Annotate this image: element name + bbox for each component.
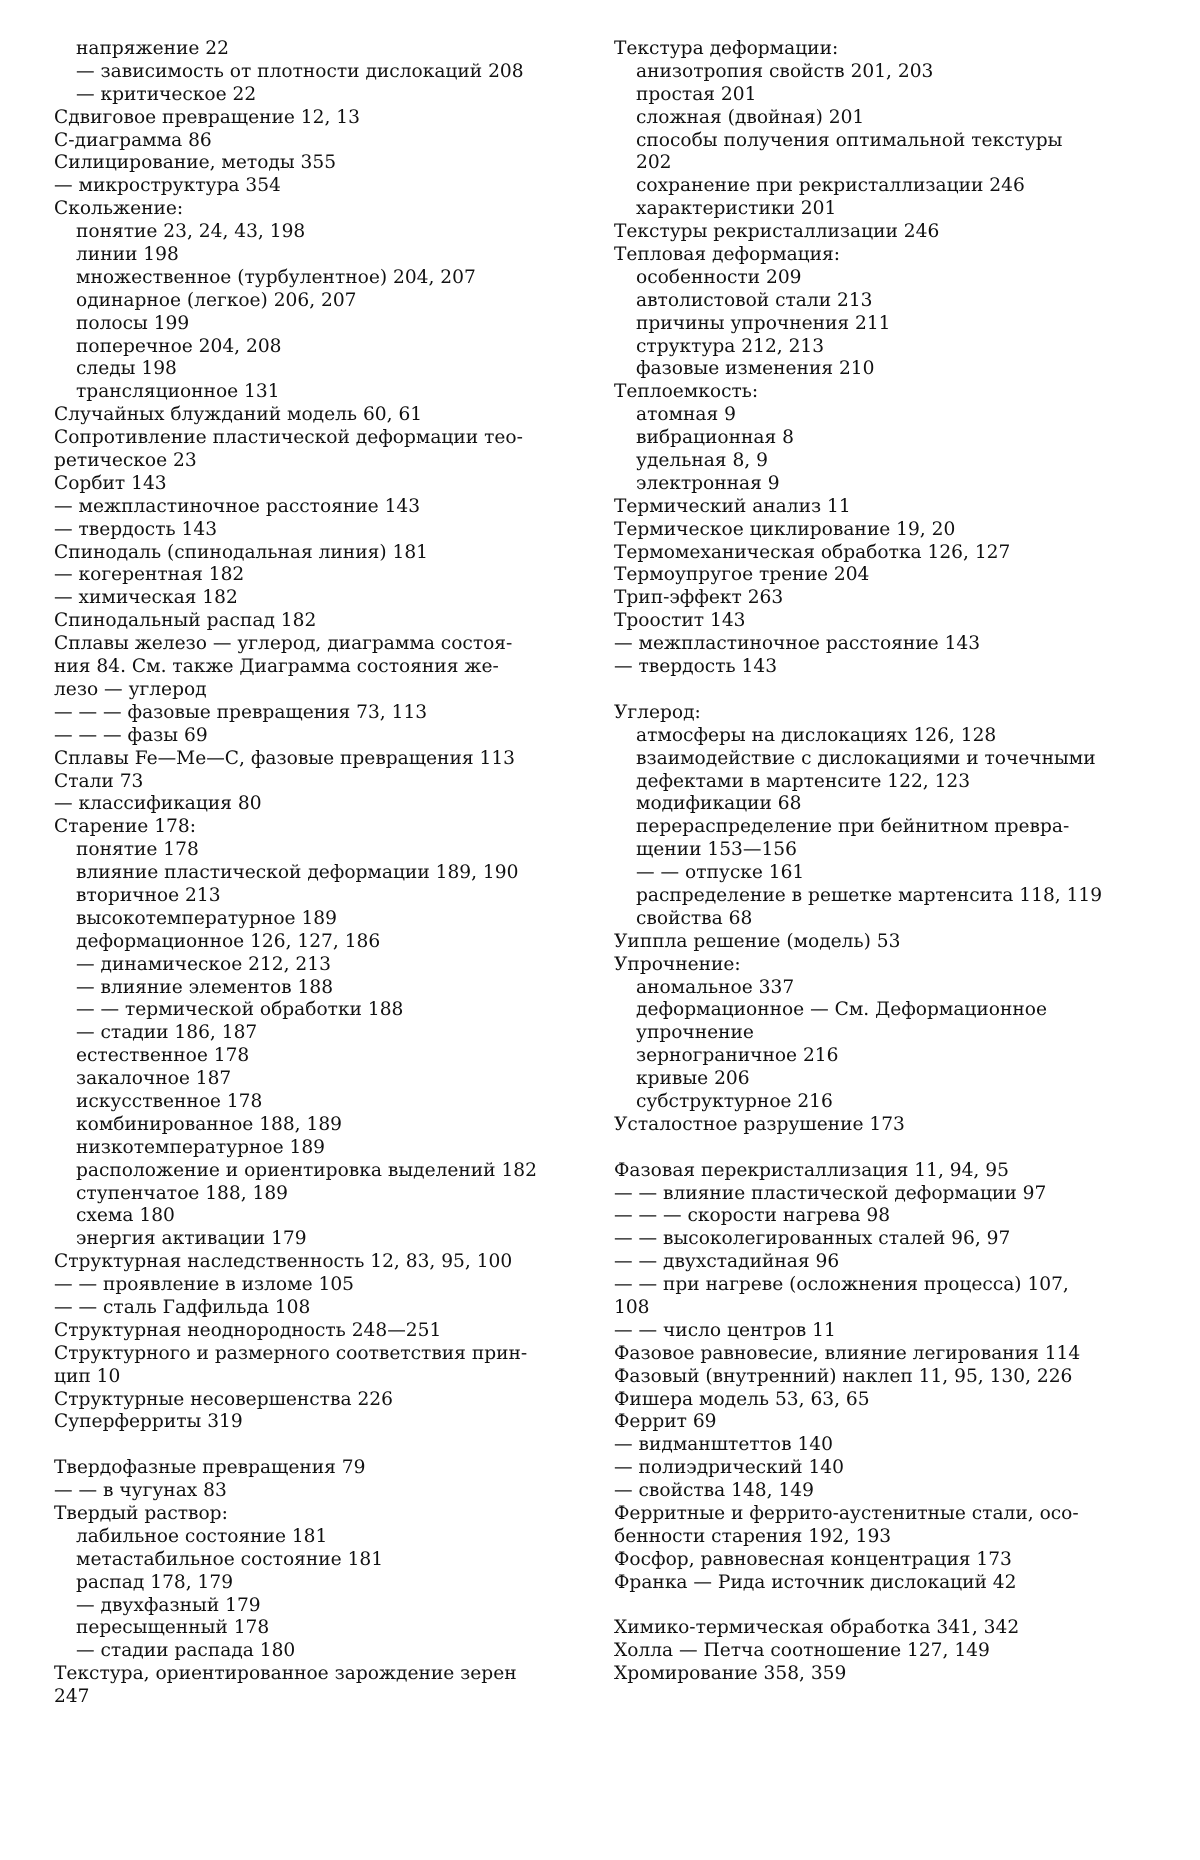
index-entry: анизотропия свойств 201, 203 (636, 60, 934, 82)
index-entry: фазовые изменения 210 (636, 358, 875, 380)
index-entry: ретическое 23 (54, 450, 197, 472)
index-entry: Стали 73 (54, 770, 144, 792)
index-entry: Фосфор, равновесная концентрация 173 (614, 1548, 1012, 1570)
index-entry: 202 (636, 152, 672, 174)
index-entry: — — при нагреве (осложнения процесса) 107, (614, 1274, 1069, 1296)
index-entry: поперечное 204, 208 (76, 335, 282, 357)
index-entry: Твердый раствор: (54, 1503, 228, 1524)
index-entry: Уиппла решение (модель) 53 (614, 930, 901, 952)
index-entry: взаимодействие с дислокациями и точечными (636, 747, 1096, 769)
index-entry: распределение в решетке мартенсита 118, 119 (636, 884, 1103, 906)
index-entry: — — в чугунах 83 (54, 1480, 227, 1502)
section-gap (614, 1137, 1144, 1160)
index-entry: — стадии распада 180 (76, 1640, 296, 1662)
index-entry: Сдвиговое превращение 12, 13 (54, 106, 360, 128)
index-entry: модификации 68 (636, 793, 802, 815)
index-entry: удельная 8, 9 (636, 450, 768, 472)
index-entry: — твердость 143 (614, 656, 778, 678)
index-entry: Сопротивление пластической деформации тео- (54, 427, 523, 449)
index-entry: бенности старения 192, 193 (614, 1525, 892, 1547)
index-entry: вторичное 213 (76, 884, 221, 906)
index-entry: Упрочнение: (614, 953, 741, 975)
index-entry: влияние пластической деформации 189, 190 (76, 862, 519, 884)
index-entry: энергия активации 179 (76, 1228, 307, 1250)
index-entry: — — сталь Гадфильда 108 (54, 1296, 311, 1318)
index-entry: понятие 178 (76, 839, 199, 861)
index-entry: Силицирование, методы 355 (54, 152, 337, 174)
index-entry: — влияние элементов 188 (76, 976, 334, 998)
index-entry: перераспределение при бейнитном превра- (636, 816, 1070, 838)
index-entry: Сорбит 143 (54, 472, 167, 494)
index-entry: Термоупругое трение 204 (614, 564, 870, 586)
index-entry: Франка — Рида источник дислокаций 42 (614, 1571, 1017, 1593)
index-entry: пересыщенный 178 (76, 1617, 270, 1639)
index-entry: Сплавы Fe—Me—С, фазовые превращения 113 (54, 747, 515, 769)
index-entry: — зависимость от плотности дислокаций 208 (76, 60, 524, 82)
index-entry: цип 10 (54, 1365, 121, 1387)
index-entry: свойства 68 (636, 907, 753, 929)
index-entry: множественное (турбулентное) 204, 207 (76, 266, 476, 288)
index-entry: — критическое 22 (76, 83, 257, 105)
index-entry: сохранение при рекристаллизации 246 (636, 175, 1025, 197)
index-entry: низкотемпературное 189 (76, 1136, 326, 1158)
index-entry: комбинированное 188, 189 (76, 1113, 342, 1135)
index-entry: закалочное 187 (76, 1068, 232, 1090)
index-entry: линии 198 (76, 244, 179, 266)
index-entry: расположение и ориентировка выделений 182 (76, 1159, 537, 1181)
index-entry: — межпластиночное расстояние 143 (54, 495, 421, 517)
index-entry: Ферритные и феррито-аустенитные стали, осо- (614, 1503, 1079, 1524)
section-gap (614, 1595, 1144, 1618)
index-entry: Термическое циклирование 19, 20 (614, 518, 956, 540)
index-entry: естественное 178 (76, 1045, 250, 1067)
index-entry: атомная 9 (636, 404, 736, 426)
index-entry: Термомеханическая обработка 126, 127 (614, 541, 1011, 563)
index-entry: Фазовый (внутренний) наклеп 11, 95, 130, 226 (614, 1365, 1073, 1387)
index-entry: — — термической обработки 188 (76, 999, 404, 1021)
index-entry: Фазовая перекристаллизация 11, 94, 95 (614, 1159, 1009, 1181)
index-entry: — свойства 148, 149 (614, 1480, 814, 1502)
index-entry: упрочнение (636, 1022, 754, 1044)
index-entry: электронная 9 (636, 472, 780, 494)
index-entry: следы 198 (76, 358, 177, 380)
index-entry: щении 153—156 (636, 839, 797, 861)
index-entry: автолистовой стали 213 (636, 289, 873, 311)
index-entry: Фишера модель 53, 63, 65 (614, 1388, 870, 1410)
index-entry: — — — фазовые превращения 73, 113 (54, 701, 428, 723)
index-entry: — — высоколегированных сталей 96, 97 (614, 1228, 1011, 1250)
index-entry: — стадии 186, 187 (76, 1022, 258, 1044)
index-entry: способы получения оптимальной текстуры (636, 129, 1063, 151)
index-entry: кривые 206 (636, 1068, 750, 1090)
index-entry: Структурная наследственность 12, 83, 95, 100 (54, 1251, 513, 1273)
index-entry: полосы 199 (76, 312, 190, 334)
index-entry: причины упрочнения 211 (636, 312, 891, 334)
index-entry: деформационное — См. Деформационное (636, 999, 1047, 1021)
index-entry: — динамическое 212, 213 (76, 953, 331, 975)
index-entry: зернограничное 216 (636, 1045, 839, 1067)
index-entry: — — отпуске 161 (636, 862, 805, 884)
index-entry: — твердость 143 (54, 518, 218, 540)
index-entry: Углерод: (614, 701, 701, 723)
index-entry: деформационное 126, 127, 186 (76, 930, 381, 952)
index-entry: Усталостное разрушение 173 (614, 1113, 905, 1135)
index-entry: одинарное (легкое) 206, 207 (76, 289, 357, 311)
index-entry: — полиэдрический 140 (614, 1457, 844, 1479)
index-entry: Текстуры рекристаллизации 246 (614, 221, 940, 243)
index-entry: Старение 178: (54, 816, 196, 838)
index-entry: Скольжение: (54, 198, 184, 220)
index-entry: — классификация 80 (54, 793, 262, 815)
index-entry: Структурная неоднородность 248—251 (54, 1319, 442, 1341)
index-entry: распад 178, 179 (76, 1571, 234, 1593)
index-entry: Термический анализ 11 (614, 495, 851, 517)
index-entry: Троостит 143 (614, 610, 746, 632)
index-entry: Суперферриты 319 (54, 1411, 243, 1433)
index-entry: — — двухстадийная 96 (614, 1251, 840, 1273)
index-entry: Твердофазные превращения 79 (54, 1457, 366, 1479)
index-entry: Структурные несовершенства 226 (54, 1388, 393, 1410)
index-entry: аномальное 337 (636, 976, 795, 998)
index-entry: 247 (54, 1686, 90, 1708)
index-column-left (54, 38, 574, 1709)
index-entry: Текстура, ориентированное зарождение зерен (54, 1663, 517, 1685)
index-entry: Структурного и размерного соответствия прин- (54, 1342, 528, 1364)
index-entry: субструктурное 216 (636, 1090, 833, 1112)
index-entry: напряжение 22 (76, 38, 229, 59)
index-entry: — двухфазный 179 (76, 1594, 261, 1616)
index-entry: Спинодальный распад 182 (54, 610, 317, 632)
index-entry: Хромирование 358, 359 (614, 1663, 847, 1685)
index-entry: лабильное состояние 181 (76, 1525, 328, 1547)
index-entry: Феррит 69 (614, 1411, 717, 1433)
index-entry: Химико-термическая обработка 341, 342 (614, 1617, 1020, 1639)
index-entry: сложная (двойная) 201 (636, 106, 865, 128)
index-entry: — — проявление в изломе 105 (54, 1274, 354, 1296)
index-entry: Трип-эффект 263 (614, 587, 784, 609)
index-entry: лезо — углерод (54, 678, 207, 700)
index-entry: — микроструктура 354 (54, 175, 281, 197)
index-entry: — когерентная 182 (54, 564, 245, 586)
index-entry: — — влияние пластической деформации 97 (614, 1182, 1047, 1204)
index-entry: ния 84. См. также Диаграмма состояния же- (54, 656, 499, 678)
index-entry: простая 201 (636, 83, 757, 105)
index-entry: С-диаграмма 86 (54, 129, 212, 151)
index-entry: трансляционное 131 (76, 381, 280, 403)
index-entry: Случайных блужданий модель 60, 61 (54, 404, 423, 426)
index-entry: метастабильное состояние 181 (76, 1548, 384, 1570)
index-entry: — — — фазы 69 (54, 724, 208, 746)
section-gap (614, 679, 1144, 702)
index-entry: — видманштеттов 140 (614, 1434, 833, 1456)
index-entry: 108 (614, 1296, 650, 1318)
index-entry: Сплавы железо — углерод, диаграмма состоя- (54, 633, 513, 655)
index-entry: Текстура деформации: (614, 38, 839, 59)
index-entry: понятие 23, 24, 43, 198 (76, 221, 306, 243)
index-entry: Теплоемкость: (614, 381, 759, 403)
index-entry: Холла — Петча соотношение 127, 149 (614, 1640, 990, 1662)
index-column-right (614, 38, 1144, 1686)
index-entry: Тепловая деформация: (614, 244, 840, 266)
index-entry: ступенчатое 188, 189 (76, 1182, 289, 1204)
index-entry: Фазовое равновесие, влияние легирования 114 (614, 1342, 1081, 1364)
index-entry: вибрационная 8 (636, 427, 794, 449)
index-entry: схема 180 (76, 1205, 175, 1227)
index-entry: структура 212, 213 (636, 335, 825, 357)
index-entry: — химическая 182 (54, 587, 238, 609)
index-entry: — межпластиночное расстояние 143 (614, 633, 981, 655)
index-entry: — — — скорости нагрева 98 (614, 1205, 891, 1227)
index-entry: особенности 209 (636, 266, 802, 288)
index-entry: характеристики 201 (636, 198, 837, 220)
index-entry: искусственное 178 (76, 1090, 263, 1112)
index-entry: атмосферы на дислокациях 126, 128 (636, 724, 997, 746)
index-entry: — — число центров 11 (614, 1319, 836, 1341)
index-entry: высокотемпературное 189 (76, 907, 337, 929)
section-gap (54, 1434, 574, 1457)
index-entry: Спинодаль (спинодальная линия) 181 (54, 541, 428, 563)
index-entry: дефектами в мартенсите 122, 123 (636, 770, 971, 792)
